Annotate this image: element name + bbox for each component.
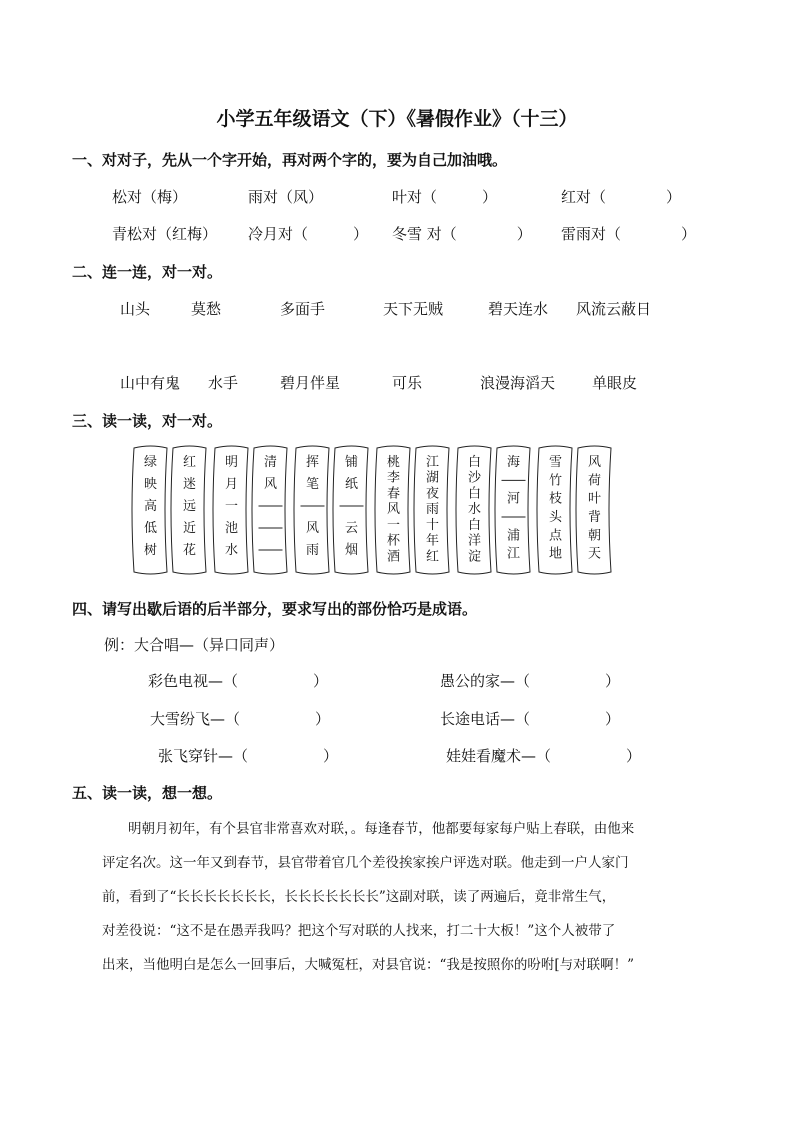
page-title: 小学五年级语文（下）《暑假作业》（十三） [216, 108, 578, 130]
section-1-heading: 一、对对子，先从一个字开始，再对两个字的，要为自己加油哦。 [72, 151, 508, 169]
scroll-char: 挥 [305, 455, 320, 470]
story-line: 出来，当他明白是怎么一回事后，大喊冤枉，对县官说：“我是按照你的吩咐[与对联啊！” [102, 957, 635, 973]
scroll-char: 绿 [143, 455, 158, 470]
scroll-char: 风 [386, 502, 401, 518]
scroll-char: 雨 [425, 502, 440, 518]
scroll-char: 水 [467, 502, 482, 518]
scroll-char: 淀 [467, 549, 482, 565]
couplet-item: 冷月对（ ） [248, 225, 369, 243]
couplet-scrolls-svg [130, 442, 630, 576]
scroll-char: 雪 [548, 455, 563, 470]
scroll-char: 明 [224, 455, 239, 470]
scroll-char: 云 [344, 521, 359, 536]
scroll-char: 酒 [386, 549, 401, 565]
scroll-char: 江 [506, 546, 521, 562]
example-line: 例：大合唱—（异口同声） [104, 636, 285, 654]
scroll-char: 风 [263, 477, 278, 492]
idiom-item: 娃娃看魔术—（ ） [446, 747, 642, 765]
scroll-char: 杯 [386, 533, 401, 549]
match-item: 山中有鬼 [120, 374, 181, 392]
scroll-char: 清 [263, 455, 278, 470]
match-item: 可乐 [392, 374, 423, 392]
scroll-char: 河 [506, 491, 521, 507]
scroll-char: 近 [182, 521, 197, 536]
scroll-char: 红 [425, 549, 440, 565]
scroll-char: 沙 [467, 470, 482, 486]
scroll-char: 地 [548, 546, 563, 562]
scroll-char: 风 [587, 455, 602, 470]
couplet-item: 红对（ ） [561, 188, 682, 206]
scroll-char: 纸 [344, 477, 359, 492]
story-line: 对差役说：“这不是在愚弄我吗？把这个写对联的人找来，打二十大板！”这个人被带了 [102, 923, 616, 939]
match-item: 浪漫海滔天 [480, 374, 556, 392]
scroll-char: 枝 [548, 491, 563, 507]
story-paragraph [102, 812, 770, 982]
scroll-char: 浦 [506, 528, 521, 544]
section-4-heading: 四、请写出歇后语的后半部分，要求写出的部份恰巧是成语。 [72, 600, 478, 618]
scroll-char: 高 [143, 499, 158, 514]
scroll-char: 头 [548, 510, 563, 525]
scroll-char: 雨 [305, 543, 320, 558]
scroll-char: 点 [548, 528, 563, 544]
couplet-item: 青松对（红梅） [112, 225, 218, 243]
scroll-char: 映 [143, 477, 158, 492]
match-item: 水手 [208, 374, 239, 392]
match-item: 风流云蔽日 [576, 300, 652, 318]
scroll-char: 水 [224, 543, 239, 558]
scroll-char: 一 [224, 499, 239, 514]
scroll-char: 朝 [587, 528, 602, 544]
match-item: 碧月伴星 [280, 374, 341, 392]
scroll-char: 春 [386, 486, 401, 502]
idiom-item: 大雪纷飞—（ ） [150, 710, 331, 728]
scroll-char: 低 [143, 521, 158, 536]
couplet-item: 雷雨对（ ） [561, 225, 697, 243]
scroll-char: 铺 [344, 455, 359, 470]
scroll-char: 白 [467, 486, 482, 502]
scroll-char: 笔 [305, 477, 320, 492]
idiom-item: 张飞穿针—（ ） [158, 747, 339, 765]
match-item: 莫愁 [191, 300, 222, 318]
couplet-item: 松对（梅） [112, 188, 188, 206]
match-item: 多面手 [280, 300, 326, 318]
idiom-item: 长途电话—（ ） [440, 710, 621, 728]
match-item: 天下无贼 [383, 300, 444, 318]
scroll-char: 风 [305, 521, 320, 536]
scroll-char: 池 [224, 521, 239, 536]
couplet-item: 雨对（风） [248, 188, 324, 206]
story-line: 前，看到了“长长长长长长长，长长长长长长长”这副对联，读了两遍后，竟非常生气， [102, 889, 616, 905]
scroll-char: 天 [587, 546, 602, 562]
scroll-char: 十 [425, 517, 440, 533]
story-line: 明朝月初年，有个县官非常喜欢对联，。每逢春节，他都要每家每户贴上春联，由他来 [128, 821, 635, 837]
couplet-item: 冬雪 对（ ） [392, 225, 532, 243]
scroll-char: 红 [182, 455, 197, 470]
scroll-char: 荷 [587, 473, 602, 489]
couplet-item: 叶对（ ） [392, 188, 498, 206]
scroll-char: 背 [587, 510, 602, 525]
scroll-char: 花 [182, 543, 197, 558]
couplet-scrolls [130, 442, 630, 580]
scroll-char: 年 [425, 533, 440, 549]
scroll-char: 李 [386, 470, 401, 486]
match-item: 单眼皮 [592, 374, 638, 392]
story-line: 评定名次。这一年又到春节，县官带着官几个差役挨家挨户评选对联。他走到一户人家门 [102, 855, 629, 871]
scroll-char: 远 [182, 499, 197, 514]
scroll-char: 叶 [587, 491, 602, 507]
match-item: 碧天连水 [488, 300, 549, 318]
scroll-char: 迷 [182, 477, 197, 492]
scroll-char: 海 [506, 455, 521, 470]
scroll-char: 夜 [425, 486, 440, 502]
section-3-heading: 三、读一读，对一对。 [72, 412, 223, 430]
scroll-char: 月 [224, 477, 239, 492]
idiom-item: 彩色电视—（ ） [148, 672, 329, 690]
scroll-char: 白 [467, 455, 482, 470]
scroll-char: 一 [386, 517, 401, 533]
section-5-heading: 五、读一读，想一想。 [72, 784, 223, 802]
scroll-char: 洋 [467, 533, 482, 549]
idiom-item: 愚公的家—（ ） [440, 672, 621, 690]
section-2-heading: 二、连一连，对一对。 [72, 263, 223, 281]
scroll-char: 桃 [386, 455, 401, 470]
scroll-char: 树 [143, 543, 158, 558]
scroll-char: 湖 [425, 470, 440, 486]
scroll-char: 白 [467, 517, 482, 533]
match-item: 山头 [120, 300, 151, 318]
scroll-char: 竹 [548, 473, 563, 489]
scroll-char: 江 [425, 455, 440, 470]
scroll-char: 烟 [344, 543, 359, 558]
